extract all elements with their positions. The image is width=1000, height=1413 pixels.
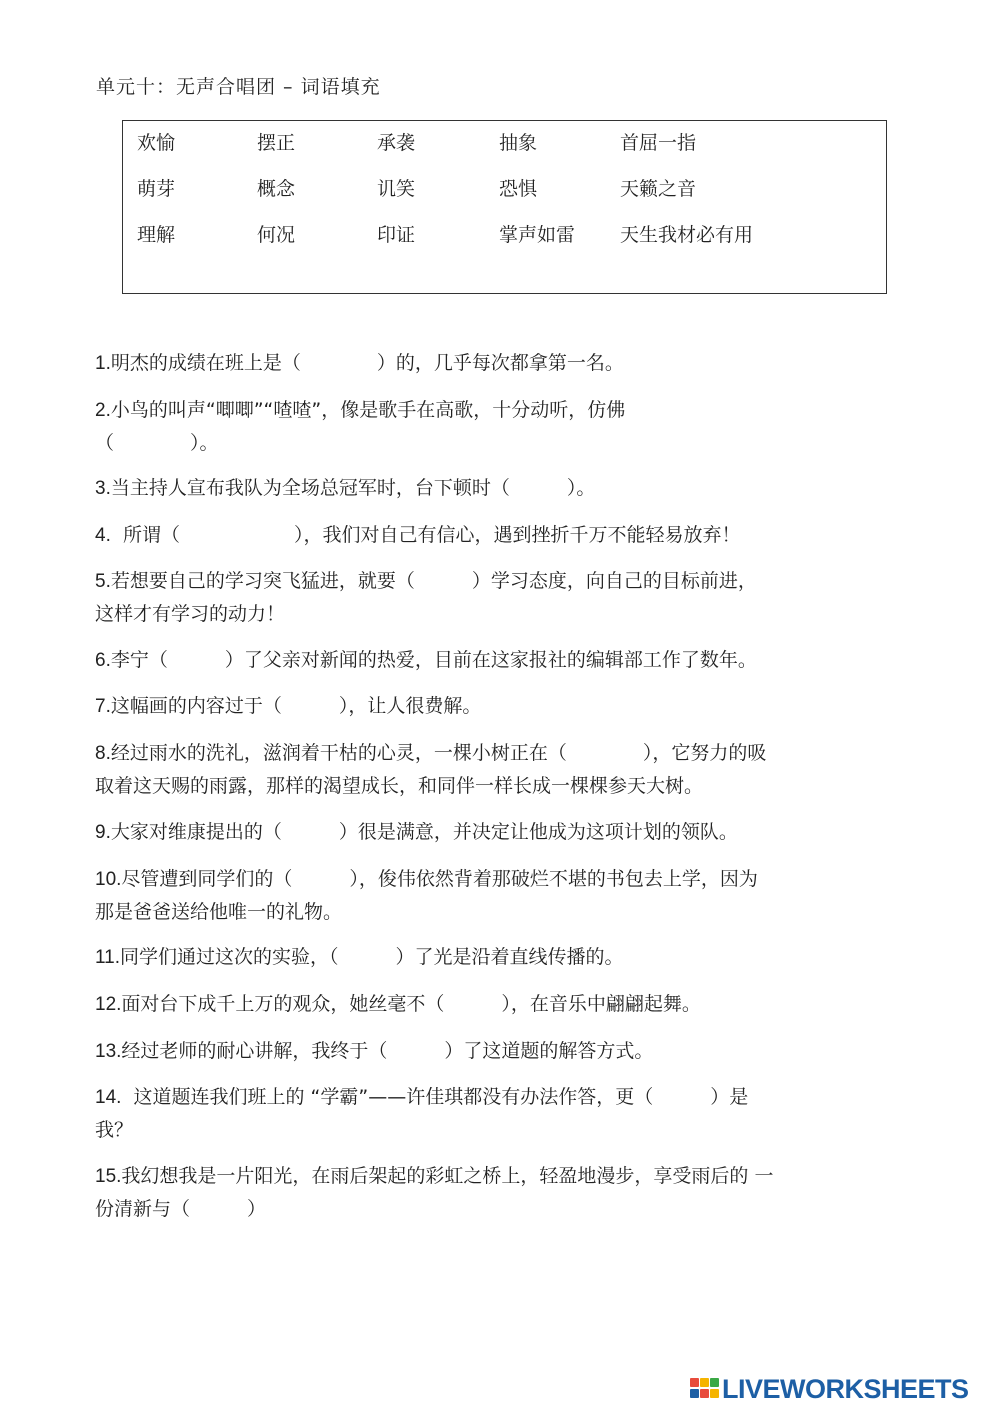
question-7 [95, 690, 945, 723]
word-bank-item: 讥笑 [377, 178, 416, 200]
question-number: 15. [95, 1166, 122, 1187]
word-bank-item: 天生我材必有用 [620, 224, 754, 246]
question-13 [95, 1035, 945, 1068]
question-number: 12. [95, 994, 122, 1015]
watermark-text: LIVEWORKSHEETS [722, 1373, 969, 1404]
question-5 [95, 565, 945, 631]
question-text: 小鸟的叫声“唧唧”“喳喳”，像是歌手在高歌，十分动听，仿佛 （ ）。 [95, 399, 626, 454]
question-text: 所谓（ ），我们对自己有信心，遇到挫折千万不能轻易放弃！ [110, 524, 741, 546]
question-text: 我幻想我是一片阳光，在雨后架起的彩虹之桥上，轻盈地漫步，享受雨后的 一 份清新与（ ） [95, 1165, 774, 1220]
word-bank-item: 抽象 [499, 132, 538, 154]
question-14 [95, 1081, 945, 1147]
question-number: 5. [95, 571, 111, 592]
word-bank-item: 首屈一指 [620, 132, 697, 154]
question-1 [95, 347, 945, 380]
page-title: 单元十：无声合唱团 – 词语填充 [96, 76, 381, 98]
question-text: 经过老师的耐心讲解，我终于（ ）了这道题的解答方式。 [121, 1040, 654, 1062]
question-text: 明杰的成绩在班上是（ ）的，几乎每次都拿第一名。 [110, 352, 624, 374]
question-text: 大家对维康提出的（ ）很是满意，并决定让他成为这项计划的领队。 [110, 821, 738, 843]
question-text: 面对台下成千上万的观众，她丝毫不（ ），在音乐中翩翩起舞。 [121, 993, 701, 1015]
word-bank-item: 印证 [377, 224, 416, 246]
question-text: 这幅画的内容过于（ ），让人很费解。 [110, 695, 482, 717]
word-bank-item: 理解 [137, 224, 176, 246]
question-text: 这道题连我们班上的 “学霸”——许佳琪都没有办法作答，更（ ）是 我？ [95, 1086, 749, 1141]
question-number: 4. [95, 525, 111, 546]
question-text: 同学们通过这次的实验，（ ）了光是沿着直线传播的。 [120, 946, 624, 968]
question-number: 1. [95, 353, 111, 374]
question-number: 8. [95, 743, 111, 764]
question-text: 尽管遭到同学们的（ ），俊伟依然背着那破烂不堪的书包去上学，因为 那是爸爸送给他唯一的礼物。 [95, 868, 758, 923]
word-bank-item: 掌声如雷 [499, 224, 576, 246]
question-6 [95, 644, 945, 677]
word-bank-item: 天籁之音 [620, 178, 697, 200]
word-bank-item: 欢愉 [137, 132, 176, 154]
question-number: 6. [95, 650, 111, 671]
question-number: 11. [95, 947, 121, 968]
question-3 [95, 472, 945, 505]
question-text: 经过雨水的洗礼，滋润着干枯的心灵，一棵小树正在（ ），它努力的吸 取着这天赐的雨露，那样的渴望成长，和同伴一样长成一棵棵参天大树。 [95, 742, 767, 797]
question-number: 3. [95, 478, 111, 499]
question-number: 7. [95, 696, 111, 717]
question-number: 9. [95, 822, 111, 843]
question-text: 当主持人宣布我队为全场总冠军时，台下顿时（ ）。 [110, 477, 596, 499]
question-8 [95, 737, 945, 803]
word-bank-item: 摆正 [257, 132, 296, 154]
liveworksheets-watermark [690, 1374, 969, 1404]
question-2 [95, 394, 945, 460]
question-12 [95, 988, 945, 1021]
question-number: 13. [95, 1041, 122, 1062]
word-bank-item: 何况 [257, 224, 296, 246]
question-11 [95, 941, 945, 974]
word-bank-item: 概念 [257, 178, 296, 200]
question-4 [95, 519, 945, 552]
word-bank-item: 恐惧 [499, 178, 538, 200]
word-bank-item: 承袭 [377, 132, 416, 154]
question-number: 14. [95, 1087, 122, 1108]
question-text: 李宁（ ）了父亲对新闻的热爱，目前在这家报社的编辑部工作了数年。 [110, 649, 757, 671]
word-bank-item: 萌芽 [137, 178, 176, 200]
question-10 [95, 863, 945, 929]
question-15 [95, 1160, 945, 1226]
word-bank-box [122, 120, 887, 294]
question-text: 若想要自己的学习突飞猛进，就要（ ）学习态度，向自己的目标前进， 这样才有学习的动力！ [95, 570, 757, 625]
question-number: 2. [95, 400, 111, 421]
question-number: 10. [95, 869, 122, 890]
liveworksheets-logo-icon [690, 1376, 720, 1402]
question-9 [95, 816, 945, 849]
